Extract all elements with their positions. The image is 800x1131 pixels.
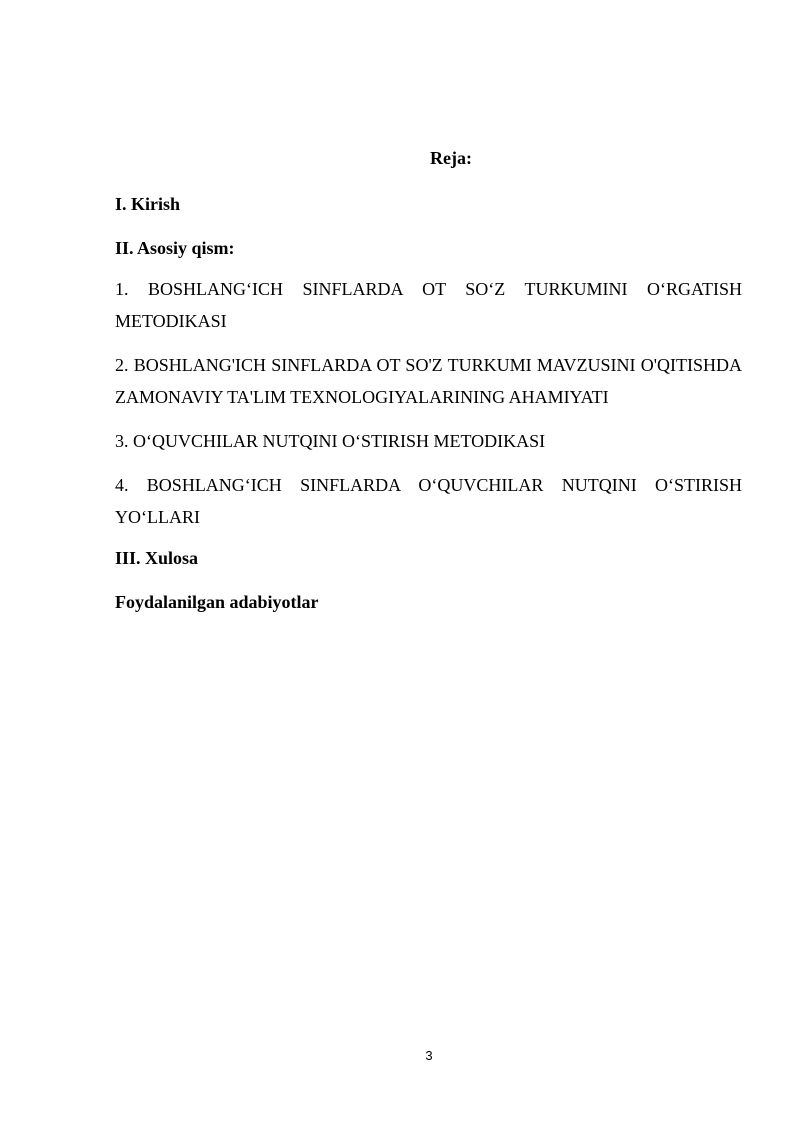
outline-item-1: 1. BOSHLANG‘ICH SINFLARDA OT SO‘Z TURKUMINI O‘RGATISH METODIKASI — [115, 279, 742, 331]
outline-conclusion: III. Xulosa — [115, 548, 199, 568]
outline-references: Foydalanilgan adabiyotlar — [115, 592, 319, 612]
page-number: 3 — [425, 1048, 433, 1063]
outline-intro: I. Kirish — [115, 194, 181, 214]
page-title: Reja: — [430, 148, 472, 168]
outline-item-4: 4. BOSHLANG‘ICH SINFLARDA O‘QUVCHILAR NUTQINI O‘STIRISH YO‘LLARI — [115, 475, 742, 527]
outline — [115, 193, 742, 635]
outline-item-3: 3. O‘QUVCHILAR NUTQINI O‘STIRISH METODIKASI — [115, 431, 546, 451]
outline-main-part: II. Asosiy qism: — [115, 238, 235, 258]
outline-item-2: 2. BOSHLANG'ICH SINFLARDA OT SO'Z TURKUMI MAVZUSINI O'QITISHDA ZAMONAVIY TA'LIM TEXNOLOGIYALARINING AHAMIYATI — [115, 355, 742, 407]
